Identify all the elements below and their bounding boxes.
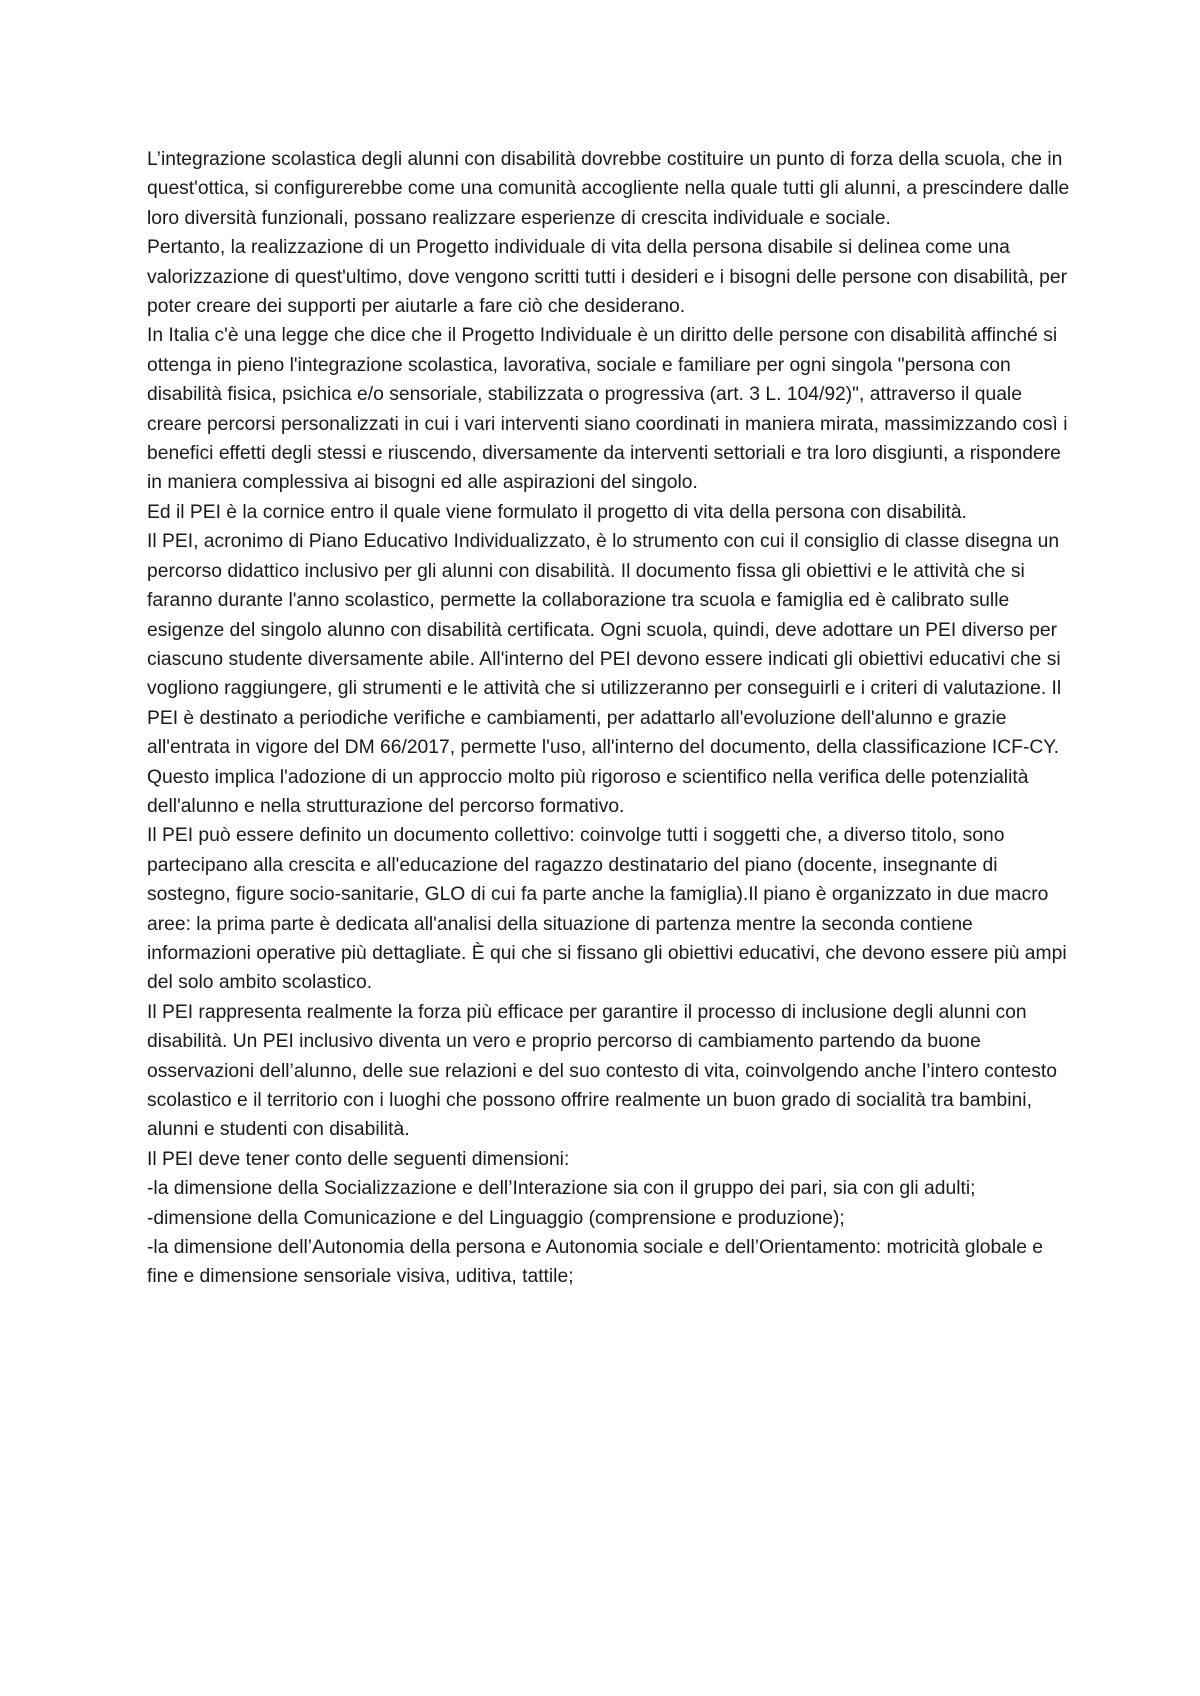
list-item-comunicazione: -dimensione della Comunicazione e del Linguaggio (comprensione e produzione); — [147, 1207, 845, 1229]
paragraph-integrazione: L’integrazione scolastica degli alunni con disabilità dovrebbe costituire un punto di forza della scuola, che in quest'ottica, si configurerebbe come una comunità accogliente nella quale tutti gli alunni, a prescindere dalle loro diversità funzionali, possano realizzare esperienze di crescita individuale e sociale. — [147, 149, 1070, 229]
paragraph-pei-collettivo: Il PEI può essere definito un documento collettivo: coinvolge tutti i soggetti che, a diverso titolo, sono partecipano alla crescita e all'educazione del ragazzo destinatario del piano (docente, insegnante di sostegno, figure socio-sanitarie, GLO di cui fa parte anche la famiglia).Il piano è organizzato in due macro aree: la prima parte è dedicata all'analisi della situazione di partenza mentre la seconda contiene informazioni operative più dettagliate. È qui che si fissano gli obiettivi educativi, che devono essere più ampi del solo ambito scolastico. — [147, 825, 1067, 994]
paragraph-pei-definizione: Il PEI, acronimo di Piano Educativo Individualizzato, è lo strumento con cui il consiglio di classe disegna un percorso didattico inclusivo per gli alunni con disabilità. Il documento fissa gli obiettivi e le attività che si faranno durante l'anno scolastico, permette la collaborazione tra scuola e famiglia ed è calibrato sulle esigenze del singolo alunno con disabilità certificata. Ogni scuola, quindi, deve adottare un PEI diverso per ciascuno studente diversamente abile. All'interno del PEI devono essere indicati gli obiettivi educativi che si vogliono raggiungere, gli strumenti e le attività che si utilizzeranno per conseguirli e i criteri di valutazione. Il PEI è destinato a periodiche verifiche e cambiamenti, per adattarlo all'evoluzione dell'alunno e grazie all'entrata in vigore del DM 66/2017, permette l'uso, all'interno del documento, della classificazione ICF-CY. Questo implica l'adozione di un approccio molto più rigoroso e scientifico nella verifica delle potenzialità dell'alunno e nella strutturazione del percorso formativo. — [147, 531, 1062, 817]
paragraph-dimensioni-intro: Il PEI deve tener conto delle seguenti dimensioni: — [147, 1148, 570, 1170]
paragraph-legge-italia: In Italia c'è una legge che dice che il Progetto Individuale è un diritto delle persone con disabilità affinché si ottenga in pieno l'integrazione scolastica, lavorativa, sociale e familiare per ogni singola "persona con disabilità fisica, psichica e/o sensoriale, stabilizzata o progressiva (art. 3 L. 104/92)", attraverso il quale creare percorsi personalizzati in cui i vari interventi siano coordinati in maniera mirata, massimizzando così i benefici effetti degli stessi e riuscendo, diversamente da interventi settoriali e tra loro disgiunti, a rispondere in maniera complessiva ai bisogni ed alle aspirazioni del singolo. — [147, 325, 1068, 494]
list-item-autonomia: -la dimensione dell’Autonomia della persona e Autonomia sociale e dell’Orientamento: motricità globale e fine e dimensione sensoriale visiva, uditiva, tattile; — [147, 1237, 1044, 1288]
paragraph-progetto-vita: Pertanto, la realizzazione di un Progetto individuale di vita della persona disabile si delinea come una valorizzazione di quest'ultimo, dove vengono scritti tutti i desideri e i bisogni delle persone con disabilità, per poter creare dei supporti per aiutarle a fare ciò che desiderano. — [147, 237, 1068, 318]
paragraph-pei-cornice: Ed il PEI è la cornice entro il quale viene formulato il progetto di vita della persona con disabilità. — [147, 501, 967, 523]
document-body — [147, 145, 1072, 1292]
list-item-socializzazione: -la dimensione della Socializzazione e dell’Interazione sia con il gruppo dei pari, sia con gli adulti; — [147, 1178, 976, 1200]
paragraph-pei-inclusione: Il PEI rappresenta realmente la forza più efficace per garantire il processo di inclusione degli alunni con disabilità. Un PEI inclusivo diventa un vero e proprio percorso di cambiamento partendo da buone osservazioni dell’alunno, delle sue relazioni e del suo contesto di vita, coinvolgendo anche l’intero contesto scolastico e il territorio con i luoghi che possono offrire realmente un buon grado di socialità tra bambini, alunni e studenti con disabilità. — [147, 1001, 1058, 1141]
